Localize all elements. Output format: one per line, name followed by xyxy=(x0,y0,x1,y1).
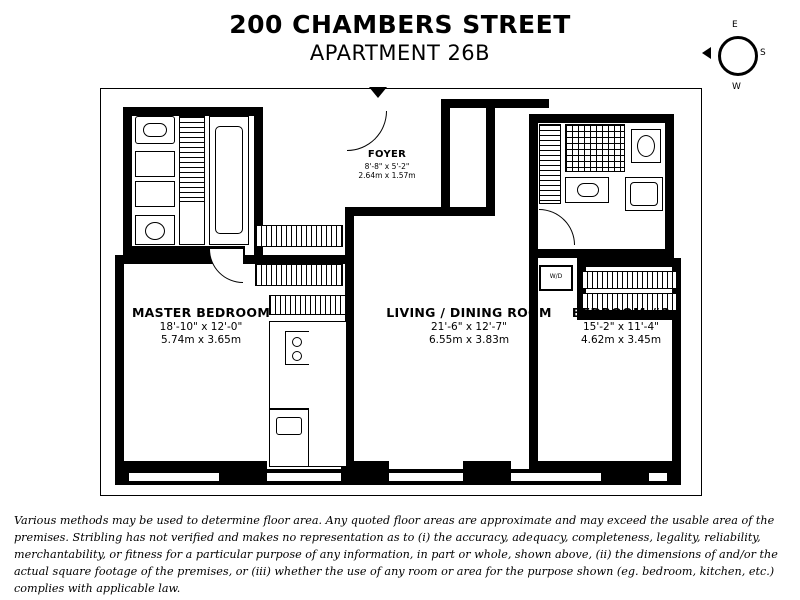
wall-bedroom2-top xyxy=(577,258,681,267)
wall-bottom-outer-2 xyxy=(115,481,681,485)
wall-bottom-pier-3 xyxy=(463,461,511,485)
wall-foyer-bottom xyxy=(345,207,495,216)
cabinet-icon-2 xyxy=(135,181,175,207)
entry-arrow-icon xyxy=(369,87,387,98)
kitchen-sink-icon xyxy=(276,417,302,435)
room-label-master-bedroom: MASTER BEDROOM 18'-10" x 12'-0" 5.74m x 3.65m xyxy=(131,305,271,346)
burner-icon-3 xyxy=(292,351,302,361)
room-label-bedroom-2: BEDROOM #2 15'-2" x 11'-4" 4.62m x 3.45m xyxy=(571,305,671,346)
wall-top-connector xyxy=(245,255,354,264)
closet-hall-lower xyxy=(255,264,343,286)
closet-hall-upper xyxy=(255,225,343,247)
wall-bottom-pier-4 xyxy=(601,461,649,485)
shower-tile-floor-icon xyxy=(565,124,625,172)
wall-top-left xyxy=(123,107,263,116)
wall-bedroom2-right xyxy=(672,258,681,469)
page-subtitle: APARTMENT 26B xyxy=(309,41,491,65)
compass-rose xyxy=(690,18,786,98)
door-swing-master-bath xyxy=(209,249,243,283)
room-label-foyer: FOYER 8'-8" x 5'-2" 2.64m x 1.57m xyxy=(358,149,416,180)
wall-bedroom2-left xyxy=(529,258,538,469)
compass-arrow-icon xyxy=(702,47,711,59)
sink-bowl-icon xyxy=(143,123,167,137)
toilet2-bowl-icon xyxy=(637,135,655,157)
closet-bedroom2-upper xyxy=(581,271,677,289)
toilet-bowl-icon xyxy=(145,222,165,240)
shower-icon xyxy=(179,201,205,245)
wall-left-upper xyxy=(123,107,132,255)
disclaimer-text: Various methods may be used to determine floor area. Any quoted floor areas are approximate and may exceed the usable area of the premises. Stribling has not verified and makes no representation as to (i) the accuracy, adequacy, completeness, legality, reliability, merchantability, or fitness for a particular purpose of any information, in part or whole, shown above, (ii) the dimensions of and/or the actual square footage of the premises, or (iii) whether the use of any room or area for the purpose shown (eg. bedroom, kitchen, etc.) complies with applicable law. xyxy=(14,514,778,596)
page-title: 200 CHAMBERS STREET xyxy=(229,10,571,39)
door-swing-bath2 xyxy=(539,209,575,245)
closet-bath2 xyxy=(539,124,561,204)
vanity-sink-icon xyxy=(577,183,599,197)
wall-bottom-outer xyxy=(115,469,681,473)
kitchen-peninsula xyxy=(309,321,347,467)
wall-foyer-top xyxy=(441,99,549,108)
compass-label-right: S xyxy=(760,48,766,58)
wall-bottom-right-pier xyxy=(667,461,681,485)
wall-left-lower xyxy=(115,255,124,469)
compass-label-top: E xyxy=(732,20,738,30)
washer-dryer-label: W/D xyxy=(549,273,563,280)
compass-ring-icon xyxy=(718,36,758,76)
cabinet-icon xyxy=(135,151,175,177)
door-swing-entry xyxy=(347,111,387,151)
wall-foyer-right xyxy=(486,99,495,216)
wall-bath2-right xyxy=(665,114,674,258)
bathtub-basin-icon xyxy=(215,126,243,234)
compass-label-bottom: W xyxy=(732,82,741,92)
wall-bottom-pier-1 xyxy=(219,461,267,485)
wall-bath2-top xyxy=(529,114,674,123)
wall-bath2-left xyxy=(529,114,538,258)
wall-bottom-left-pier xyxy=(115,461,129,485)
floor-plan-drawing xyxy=(100,88,702,496)
wall-bottom-pier-2 xyxy=(341,461,389,485)
room-label-living-dining: LIVING / DINING ROOM 21'-6" x 12'-7" 6.55m x 3.83m xyxy=(386,305,552,346)
wall-bath2-bottom xyxy=(529,249,674,258)
title-block xyxy=(0,10,800,65)
bathtub2-basin-icon xyxy=(630,182,658,206)
